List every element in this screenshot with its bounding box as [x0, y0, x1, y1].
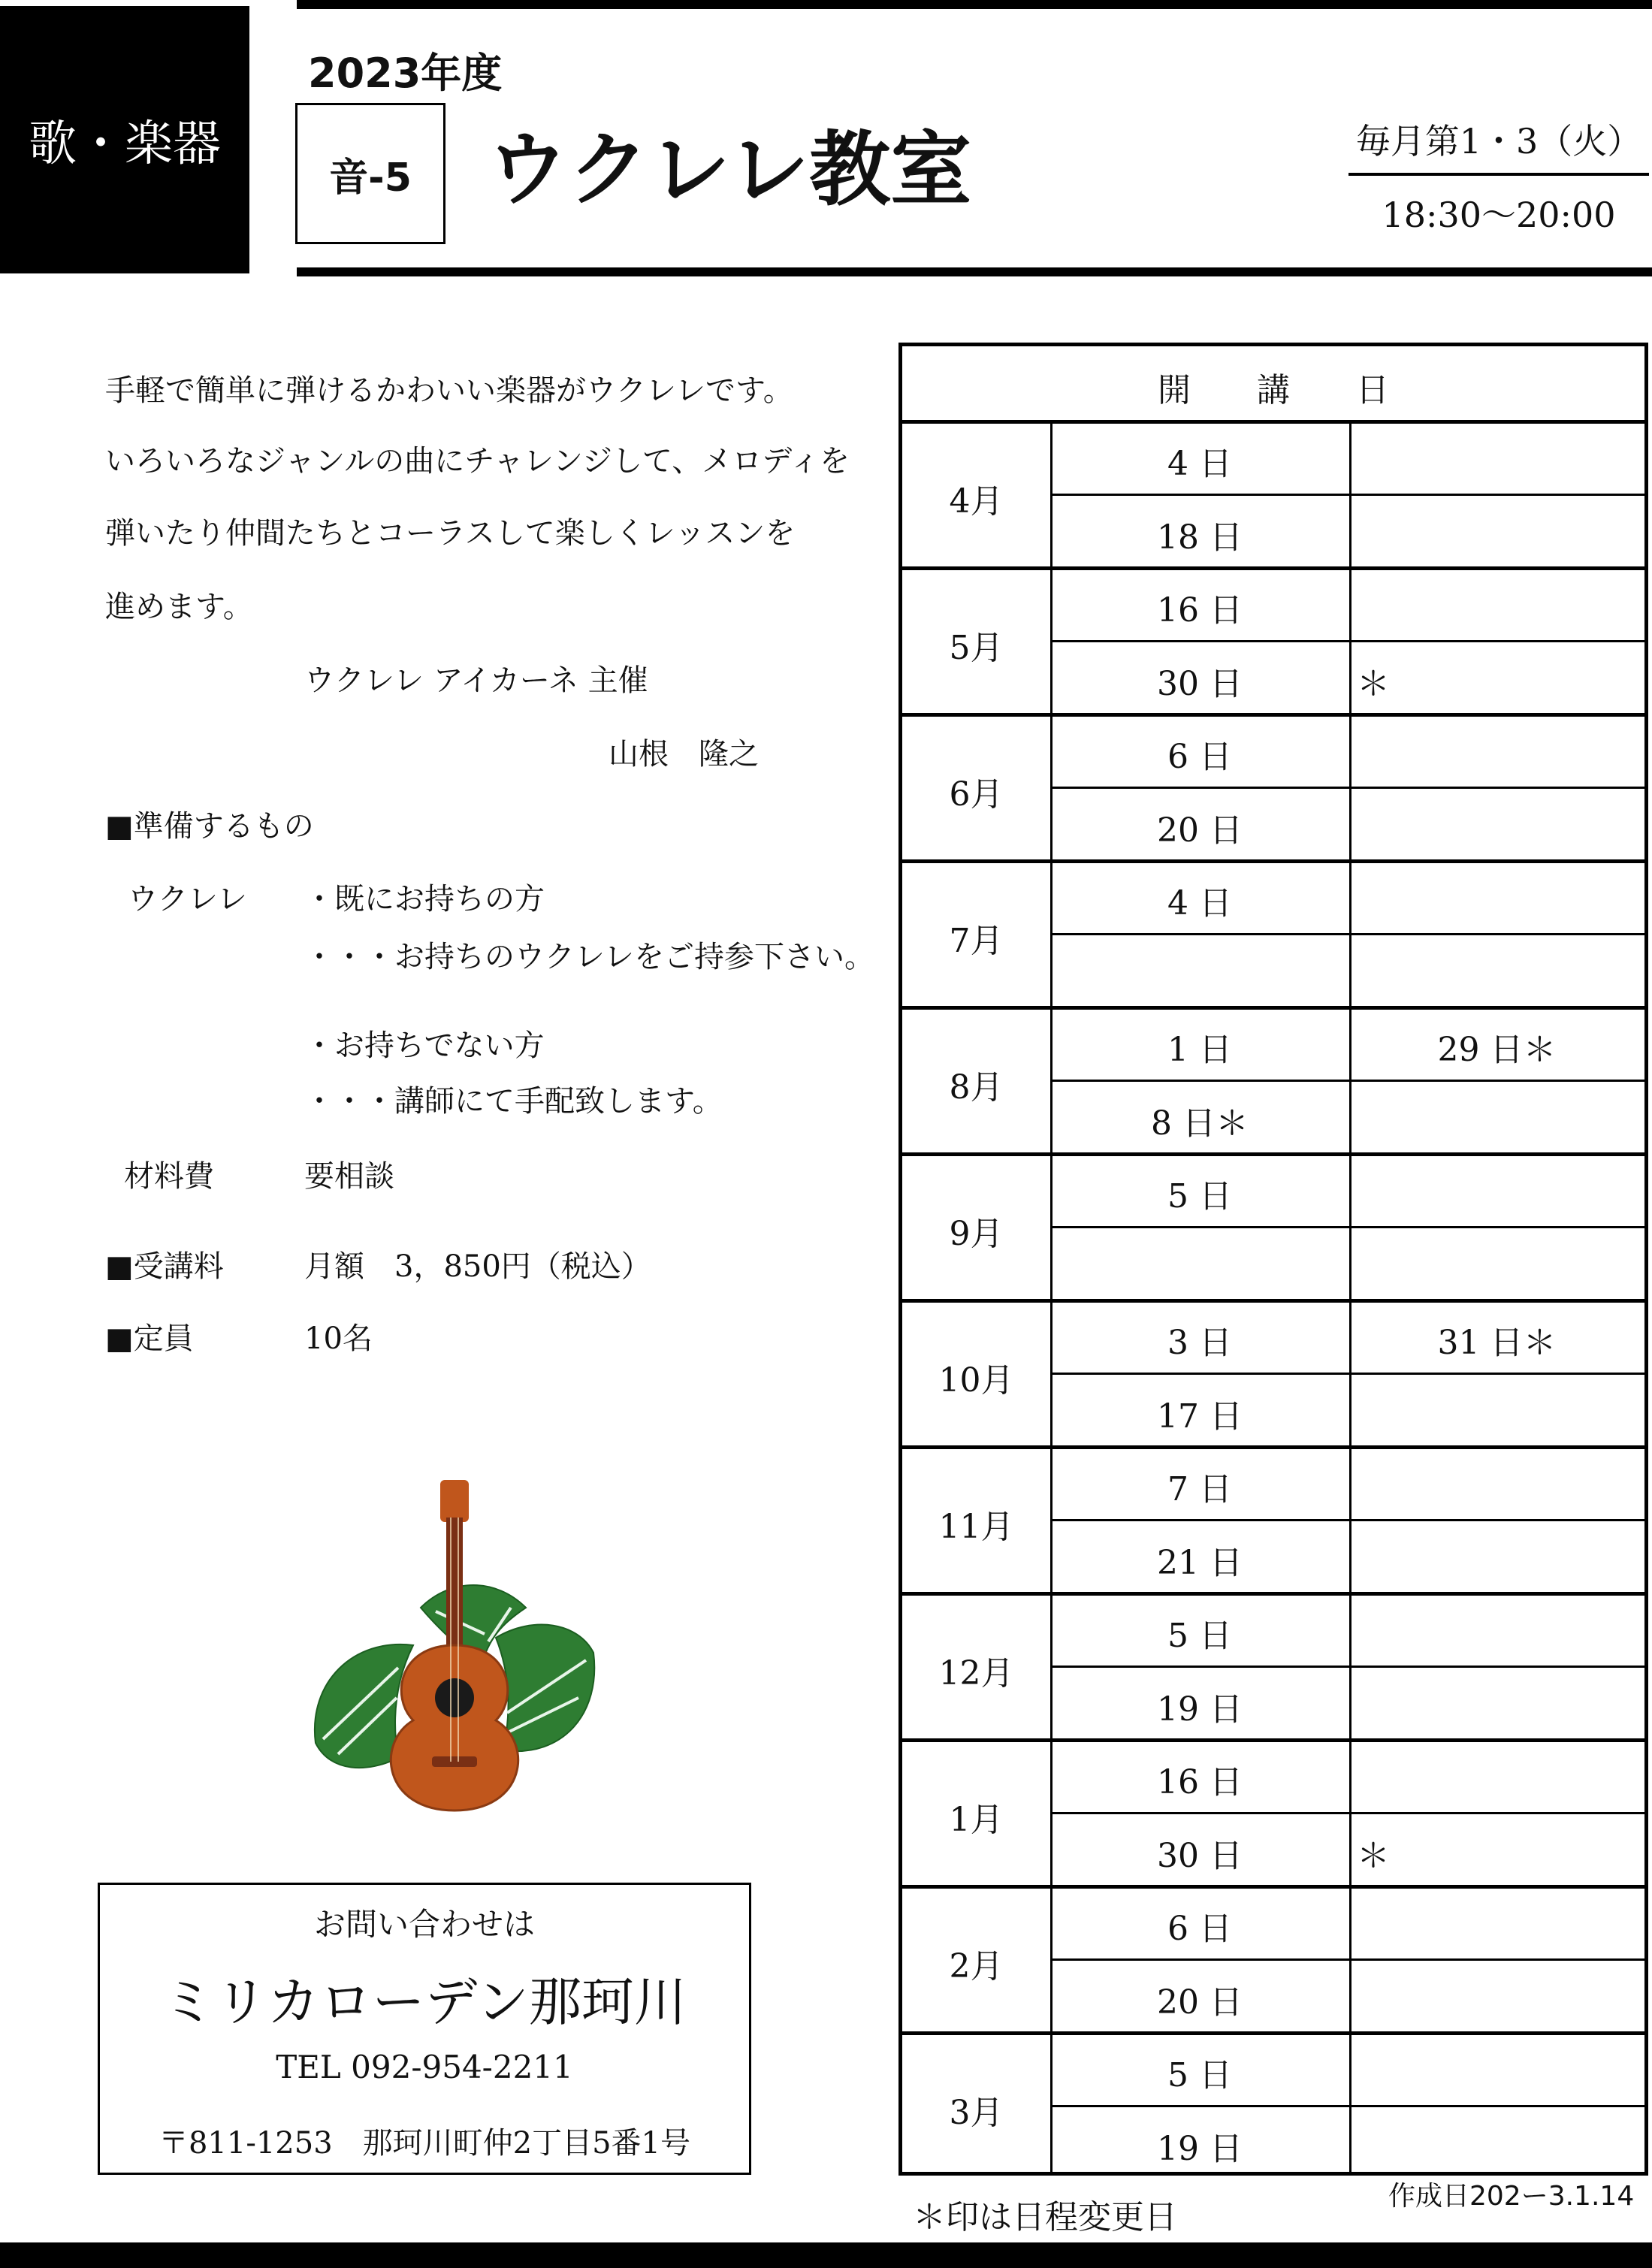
- month-divider: [902, 1445, 1644, 1449]
- day-cell: 21 日: [1157, 1543, 1243, 1582]
- month-divider: [902, 859, 1644, 863]
- schedule-days: 毎月第1・3（火）: [1355, 121, 1642, 162]
- month-label: 4月: [949, 482, 1004, 521]
- intro-line-3: 弾いたり仲間たちとコーラスして楽しくレッスンを: [105, 516, 796, 551]
- table-header: 開 講 日: [1158, 371, 1389, 409]
- header-bottom-rule: [297, 267, 1652, 276]
- row-divider: [1050, 1080, 1644, 1082]
- capacity-label: ■定員: [105, 1321, 194, 1356]
- day-cell: 4 日: [1167, 445, 1232, 483]
- month-divider: [902, 566, 1644, 570]
- day-cell: 20 日: [1157, 811, 1243, 850]
- month-label: 1月: [949, 1800, 1004, 1839]
- day-cell: 16 日: [1157, 591, 1243, 630]
- schedule-time: 18:30～20:00: [1382, 195, 1616, 235]
- row-divider: [1050, 933, 1644, 935]
- table-note: ＊印は日程変更日: [913, 2198, 1177, 2236]
- row-divider: [1050, 1812, 1644, 1814]
- extra-cell: 29 日＊: [1437, 1031, 1557, 1069]
- month-label: 3月: [949, 2093, 1004, 2132]
- capacity-value: 10名: [304, 1321, 373, 1356]
- intro-line-4: 進めます。: [105, 590, 253, 624]
- intro-line-2: いろいろなジャンルの曲にチャレンジして、メロディを: [105, 444, 850, 479]
- fee-label: ■受講料: [105, 1249, 224, 1284]
- material-label: 材料費: [124, 1159, 214, 1194]
- day-cell: 6 日: [1167, 1910, 1232, 1948]
- category-label: 歌・楽器: [0, 6, 249, 273]
- month-label: 2月: [949, 1946, 1004, 1986]
- prep-case2-title: ・お持ちでない方: [304, 1028, 545, 1063]
- month-label: 6月: [949, 775, 1004, 814]
- row-divider: [1050, 1373, 1644, 1375]
- month-divider: [902, 1592, 1644, 1596]
- day-cell: 6 日: [1167, 738, 1232, 776]
- month-divider: [902, 1152, 1644, 1156]
- day-cell: 18 日: [1157, 518, 1243, 557]
- day-cell: 30 日: [1157, 1836, 1243, 1875]
- prep-heading: ■準備するもの: [105, 809, 314, 844]
- extra-cell: ＊: [1357, 1836, 1390, 1875]
- day-cell: 8 日＊: [1151, 1104, 1249, 1143]
- month-label: 10月: [938, 1360, 1014, 1400]
- day-cell: 5 日: [1167, 1617, 1232, 1655]
- contact-heading: お問い合わせは: [313, 1906, 535, 1943]
- day-cell: 17 日: [1157, 1397, 1243, 1436]
- month-divider: [902, 1885, 1644, 1889]
- contact-box: [98, 1883, 751, 2175]
- contact-name: ミリカローデン那珂川: [162, 1971, 687, 2033]
- day-cell: 19 日: [1157, 1690, 1243, 1729]
- prep-case1-detail: ・・・お持ちのウクレレをご持参下さい。: [304, 940, 874, 974]
- day-cell: 5 日: [1167, 1177, 1232, 1216]
- month-divider: [902, 1299, 1644, 1303]
- row-divider: [1050, 1519, 1644, 1521]
- footer-bar: [0, 2242, 1652, 2268]
- day-cell: 30 日: [1157, 664, 1243, 703]
- material-value: 要相談: [304, 1159, 394, 1194]
- course-code: 音-5: [295, 103, 445, 244]
- month-divider: [902, 713, 1644, 717]
- prep-case2-detail: ・・・講師にて手配致します。: [304, 1084, 723, 1119]
- day-cell: 4 日: [1167, 884, 1232, 923]
- row-divider: [1050, 787, 1644, 789]
- fee-value: 月額 3，850円（税込）: [304, 1249, 651, 1284]
- schedule-table: [898, 343, 1648, 2176]
- fiscal-year: 2023年度: [308, 50, 503, 97]
- schedule-divider: [1348, 173, 1649, 176]
- month-divider: [902, 2031, 1644, 2035]
- month-label: 12月: [938, 1653, 1014, 1693]
- month-divider: [902, 1006, 1644, 1010]
- day-cell: 7 日: [1167, 1470, 1232, 1508]
- day-cell: 19 日: [1157, 2129, 1243, 2168]
- created-date: 作成日202ー3.1.14: [1388, 2181, 1635, 2212]
- row-divider: [1050, 1226, 1644, 1228]
- instructor-name: 山根 隆之: [609, 737, 759, 772]
- row-divider: [1050, 494, 1644, 496]
- row-divider: [1050, 2105, 1644, 2107]
- extra-cell: ＊: [1357, 664, 1390, 703]
- month-divider: [902, 1738, 1644, 1742]
- day-column-divider: [1349, 420, 1351, 2172]
- month-label: 7月: [949, 921, 1004, 960]
- month-label: 5月: [949, 628, 1004, 667]
- month-label: 11月: [938, 1507, 1014, 1546]
- row-divider: [1050, 640, 1644, 642]
- day-cell: 16 日: [1157, 1763, 1243, 1801]
- header-top-rule: [297, 0, 1652, 9]
- contact-address: 〒811-1253 那珂川町仲2丁目5番1号: [158, 2126, 690, 2161]
- page-title: ウクレレ教室: [487, 123, 972, 217]
- month-label: 9月: [949, 1214, 1004, 1253]
- day-cell: 5 日: [1167, 2056, 1232, 2094]
- day-cell: 20 日: [1157, 1983, 1243, 2022]
- extra-cell: 31 日＊: [1437, 1324, 1557, 1362]
- intro-line-1: 手軽で簡単に弾けるかわいい楽器がウクレレです。: [105, 373, 793, 408]
- row-divider: [1050, 1958, 1644, 1961]
- prep-case1-title: ・既にお持ちの方: [304, 882, 545, 917]
- table-header-divider: [902, 420, 1644, 424]
- ukulele-illustration: [308, 1472, 601, 1818]
- contact-tel: TEL 092-954-2211: [276, 2049, 573, 2085]
- organizer: ウクレレ アイカーネ 主催: [304, 663, 648, 698]
- month-label: 8月: [949, 1068, 1004, 1107]
- prep-item-label: ウクレレ: [128, 882, 247, 917]
- day-cell: 3 日: [1167, 1324, 1232, 1362]
- day-cell: 1 日: [1167, 1031, 1232, 1069]
- row-divider: [1050, 1666, 1644, 1668]
